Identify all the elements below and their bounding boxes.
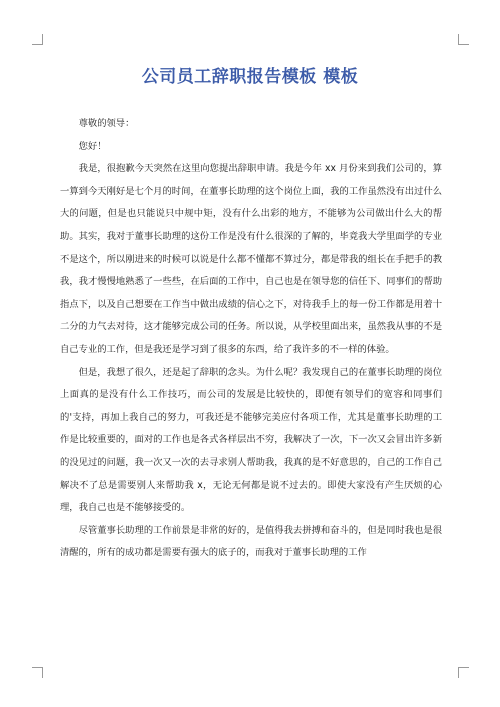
crop-mark-top-right [458, 34, 469, 45]
paragraph-2: 但是，我想了很久，还是起了辞职的念头。为什么呢？我发现自己的在董事长助理的岗位上面真的是没有什么工作技巧，而公司的发展是比较快的，即便有领导们的宽容和同事们的'支持，再加上我自己的努力，可我还是不能够完美应付各项工作，尤其是董事长助理的工作是比较重要的，面对的工作也是各式各样层出不穷，我解决了一次，下一次又会冒出许多新的没见过的问题，我一次又一次的去寻求别人帮助我，我真的是不好意思的，自己的工作自己解决不了总是需要别人来帮助我 x，无论无何都是说不过去的。即使大家没有产生厌烦的心理，我自己也是不能够接受的。 [60, 366, 442, 514]
document-title: 公司员工辞职报告模板 模板 [141, 67, 359, 87]
paragraph-3: 尽管董事长助理的工作前景是非常的好的，是值得我去拼搏和奋斗的，但是同时我也是很清醒的，所有的成功都是需要有强大的底子的，而我对于董事长助理的工作 [60, 524, 442, 559]
greeting: 您好！ [78, 140, 107, 152]
crop-mark-bottom-left [32, 667, 43, 678]
salutation: 尊敬的领导： [78, 118, 135, 129]
paragraph-1: 我是，很抱歉今天突然在这里向您提出辞职申请。我是今年 xx 月份来到我们公司的，算一算到今天刚好是七个月的时间，在董事长助理的这个岗位上面，我的工作虽然没有出过什么大的问题，但是也只能说只中规中矩，没有什么出彩的地方，不能够为公司做出什么大的帮助。其实，我对于董事长助理的这份工作是没有什么很深的了解的，毕竟我大学里面学的专业不是这个，所以刚进来的时候可以说是什么都不懂都不算过分，都是带我的组长在手把手的教我，我才慢慢地熟悉了一些些，在后面的工作中，自己也是在领导您的信任下、同事们的帮助指点下，以及自己想要在工作当中做出成绩的信心之下，对待我手上的每一份工作都是用着十二分的力气去对待，这才能够完成公司的任务。所以说，从学校里面出来，虽然我从事的不是自己专业的工作，但是我还是学习到了很多的东西，给了我许多的不一样的体验。 [60, 163, 442, 355]
crop-mark-top-left [32, 34, 43, 45]
crop-mark-bottom-right [458, 667, 469, 678]
document-body [60, 113, 442, 565]
